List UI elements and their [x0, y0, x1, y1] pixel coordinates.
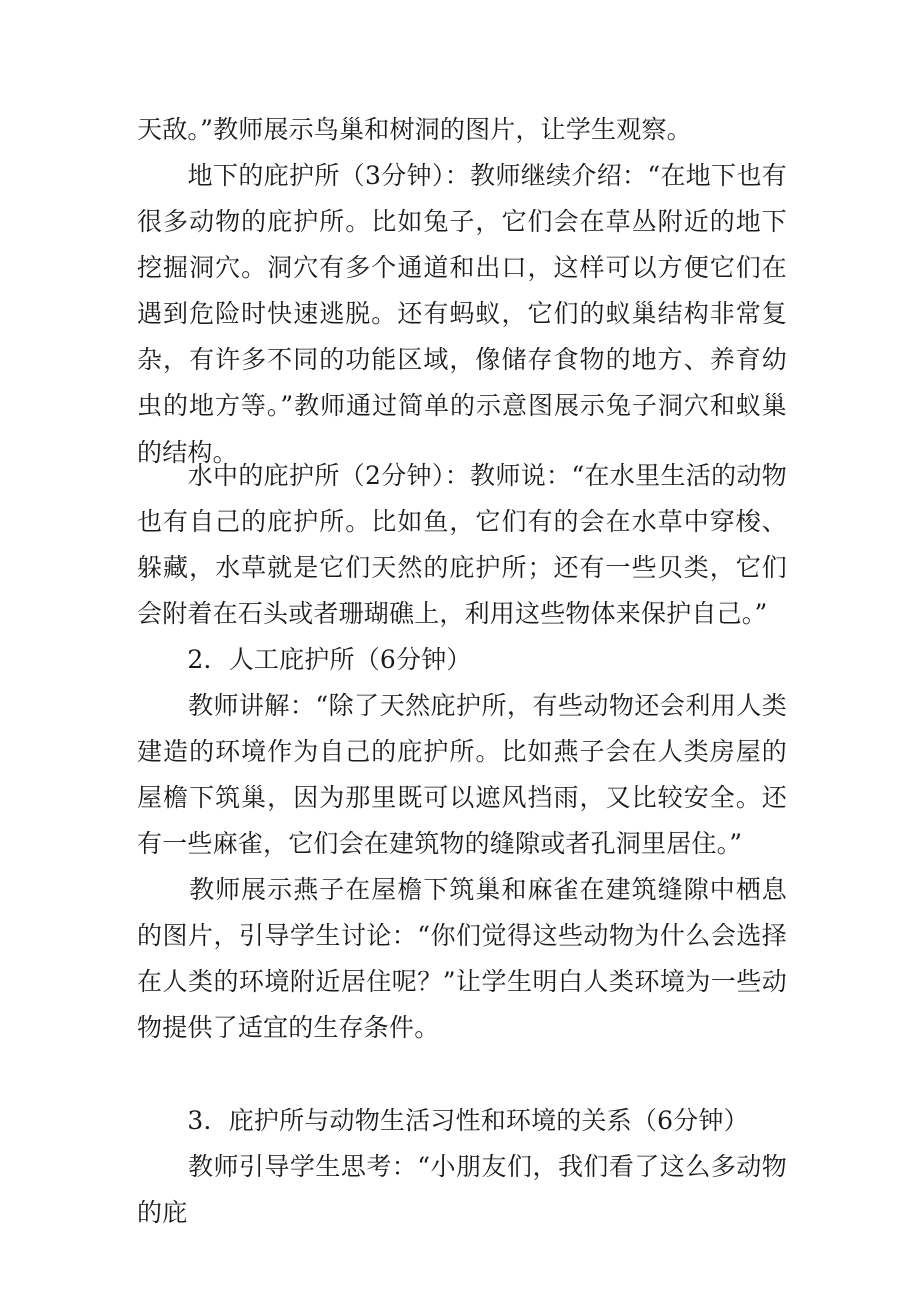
paragraph-underground-shelter: 地下的庇护所（3分钟）：教师继续介绍：“在地下也有很多动物的庇护所。比如兔子，它们会在草丛附近的地下挖掘洞穴。洞穴有多个通道和出口，这样可以方便它们在遇到危险时快速逃脱。还有蚂蚁，它们的蚁巢结构非常复杂，有许多不同的功能区域，像储存食物的地方、养育幼虫的地方等。”教师通过简单的示意图展示兔子洞穴和蚁巢的结构。 [137, 161, 787, 467]
paragraph-teacher-guidance: 教师引导学生思考：“小朋友们，我们看了这么多动物的庇 [137, 1152, 787, 1228]
paragraph-water-shelter: 水中的庇护所（2分钟）：教师说：“在水里生活的动物也有自己的庇护所。比如鱼，它们有的会在水草中穿梭、躲藏，水草就是它们天然的庇护所；还有一些贝类，它们会附着在石头或者珊瑚礁上，利用这些物体来保护自己。” [137, 461, 787, 629]
paragraph-teacher-explanation: 教师讲解：“除了天然庇护所，有些动物还会利用人类建造的环境作为自己的庇护所。比如燕子会在人类房屋的屋檐下筑巢，因为那里既可以遮风挡雨，又比较安全。还有一些麻雀，它们会在建筑物的缝隙或者孔洞里居住。” [137, 691, 787, 859]
section-heading-artificial-shelter: 2．人工庇护所（6分钟） [137, 645, 472, 674]
paragraph-teacher-discussion: 教师展示燕子在屋檐下筑巢和麻雀在建筑缝隙中栖息的图片，引导学生讨论：“你们觉得这些动物为什么会选择在人类的环境附近居住呢？”让学生明白人类环境为一些动物提供了适宜的生存条件。 [137, 875, 787, 1043]
paragraph-intro-continuation: 天敌。”教师展示鸟巢和树洞的图片，让学生观察。 [137, 115, 692, 144]
section-heading-shelter-relationship: 3．庇护所与动物生活习性和环境的关系（6分钟） [137, 1106, 749, 1135]
